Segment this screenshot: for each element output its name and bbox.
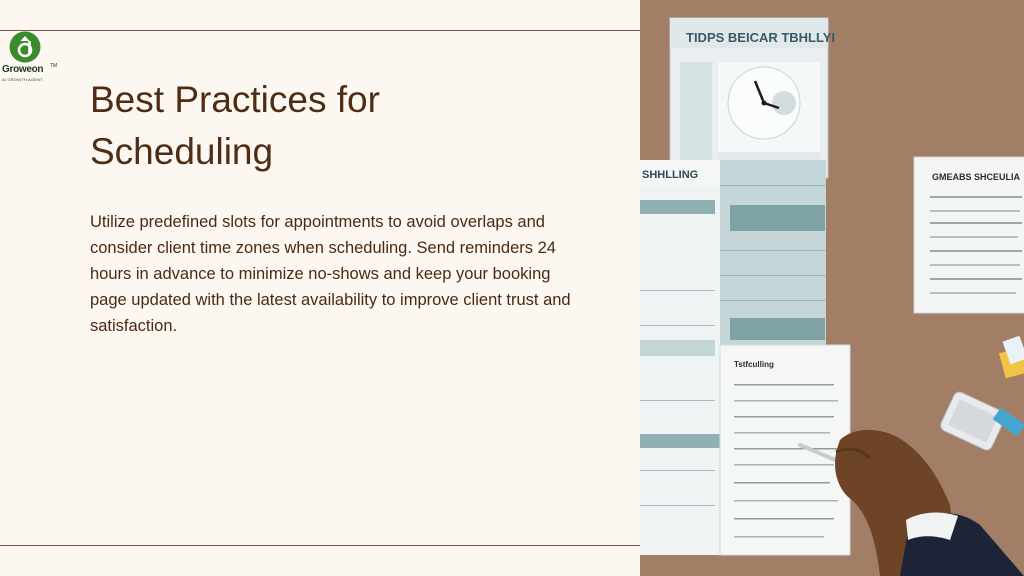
logo-mark-icon [8,30,42,64]
slide-title-line-2: Scheduling [90,131,274,172]
logo-tagline: AI GROWTH AGENT [2,77,43,82]
top-divider [0,30,640,31]
groweon-logo [2,30,62,86]
schedule-sheet-right [914,157,1024,313]
schedule-sheet-left-title: SHHLLING [642,169,699,181]
schedule-sheet-bottom-title: Tstfculling [734,360,774,369]
calendar-sheet [670,18,835,178]
slide-body: Utilize predefined slots for appointments to avoid overlaps and consider client time zones when scheduling. Send reminders 24 hours in advance to minimize no-shows and keep your booking page updated with the latest availability to improve client trust and satisfaction. [90,213,571,335]
bottom-divider [0,545,640,546]
calendar-title: TIDPS BEICAR TBHLLYI [686,30,836,45]
scheduling-illustration [640,0,1024,576]
logo-trademark: TM [50,63,58,69]
clock-icon [728,67,800,139]
schedule-sheet-right-title: GMEABS SHCEULIA [932,172,1021,182]
illustration-art [640,0,1024,576]
logo-name: Groweon [2,64,44,75]
slide-title-line-1: Best Practices for [90,79,380,120]
schedule-sheet-bottom [720,345,850,555]
slide-title [90,74,610,178]
